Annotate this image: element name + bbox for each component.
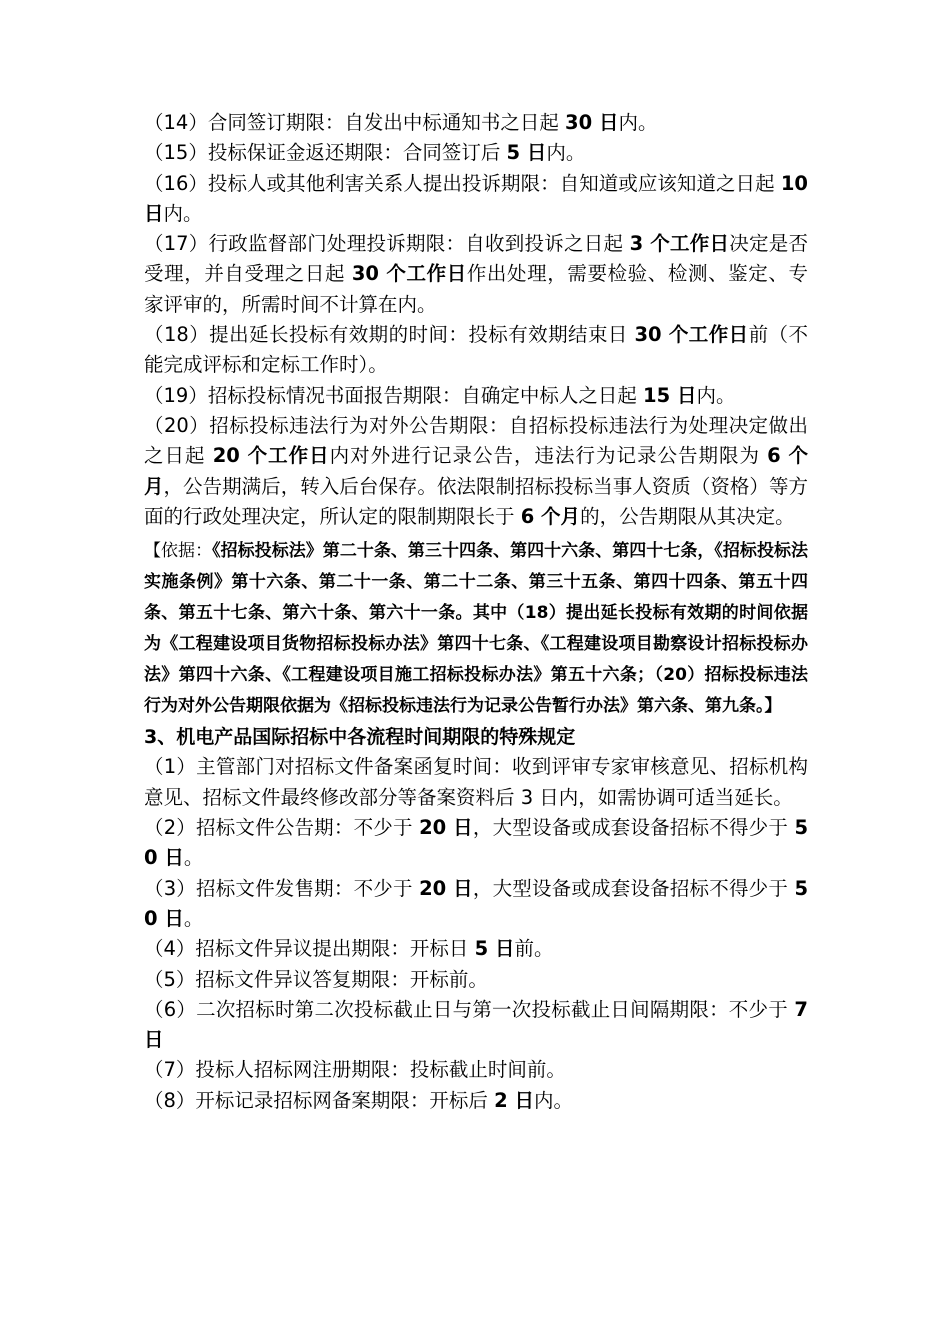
deadline-item bbox=[144, 1086, 808, 1116]
deadline-text: ，大型设备或成套设备招标不得少于 bbox=[472, 876, 795, 900]
deadline-text: 内。 bbox=[163, 201, 203, 225]
deadline-item bbox=[144, 381, 808, 411]
deadline-text: （18）提出延长投标有效期的时间：投标有效期结束日 bbox=[144, 323, 635, 347]
deadline-text: （20）招标投标违法行为对外公告期限：自招标投标违法行为处理决定做出之日起 bbox=[144, 413, 808, 468]
deadline-value: 6 个月 bbox=[144, 444, 809, 498]
section-heading: 3、机电产品国际招标中各流程时间期限的特殊规定 bbox=[144, 726, 576, 749]
deadline-value: 6 个月 bbox=[520, 504, 581, 528]
deadline-value: 5 日 bbox=[474, 937, 515, 961]
deadline-value: 15 日 bbox=[643, 383, 697, 407]
deadline-text: （16）投标人或其他利害关系人提出投诉期限：自知道或应该知道之日起 bbox=[144, 171, 781, 195]
deadline-item bbox=[144, 813, 808, 874]
deadline-value: 10 日 bbox=[144, 171, 808, 225]
deadline-item bbox=[144, 138, 808, 168]
document-page bbox=[144, 108, 808, 1116]
deadline-text: 前（不能完成评标和定标工作时）。 bbox=[144, 323, 808, 377]
deadline-text: （7）投标人招标网注册期限：投标截止时间前。 bbox=[144, 1058, 566, 1082]
deadline-value: 30 个工作日 bbox=[351, 262, 467, 286]
deadline-list-electromechanical bbox=[144, 752, 808, 1116]
legal-basis-lead: 【依据： bbox=[144, 541, 213, 562]
deadline-item bbox=[144, 320, 808, 381]
deadline-value: 30 日 bbox=[565, 111, 619, 134]
deadline-text: 内。 bbox=[696, 383, 736, 407]
deadline-value: 7 日 bbox=[144, 997, 808, 1052]
legal-basis-text: 《招标投标法》第二十条、第三十四条、第四十六条、第四十七条，《招标投标法实施条例》第十六条、第二十一条、第二十二条、第三十五条、第四十四条、第五十四条、第五十七条、第六十条、第六十一条。其中（18）提出延长投标有效期的时间依据为《工程建设项目货物招标投标办法》第四十七条、《工程建设项目勘察设计招标投标办法》第四十六条、《工程建设项目施工招标投标办法》第五十六条；（20）招标投标违法行为对外公告期限依据为《招标投标违法行为记录公告暂行办法》第六条、第九条。】 bbox=[144, 541, 809, 717]
legal-basis-note bbox=[144, 536, 808, 722]
deadline-text: （4）招标文件异议提出期限：开标日 bbox=[144, 937, 475, 961]
deadline-text: （3）招标文件发售期：不少于 bbox=[144, 876, 420, 900]
deadline-item bbox=[144, 752, 808, 813]
deadline-value: 5 日 bbox=[506, 141, 547, 165]
deadline-text: 内。 bbox=[618, 111, 658, 134]
deadline-list-general bbox=[144, 108, 808, 532]
deadline-value: 3 个工作日 bbox=[629, 232, 730, 256]
deadline-text: （14）合同签订期限：自发出中标通知书之日起 bbox=[144, 111, 566, 134]
deadline-item bbox=[144, 169, 808, 230]
deadline-value: 30 个工作日 bbox=[634, 323, 749, 347]
deadline-item bbox=[144, 411, 808, 532]
deadline-item bbox=[144, 934, 808, 964]
deadline-item bbox=[144, 965, 808, 995]
deadline-text: 决定是否受理，并自受理之日起 bbox=[144, 232, 808, 286]
deadline-text: （1）主管部门对招标文件备案函复时间：收到评审专家审核意见、招标机构意见、招标文件最终修改部分等备案资料后 3 日内，如需协调可适当延长。 bbox=[144, 755, 808, 809]
deadline-text: 内。 bbox=[546, 141, 586, 165]
deadline-text: 。 bbox=[183, 906, 204, 930]
deadline-value: 50 日 bbox=[144, 816, 809, 870]
deadline-text: （17）行政监督部门处理投诉期限：自收到投诉之日起 bbox=[144, 232, 630, 256]
deadline-text: 内。 bbox=[533, 1088, 573, 1112]
deadline-item bbox=[144, 874, 808, 935]
deadline-item bbox=[144, 108, 808, 138]
deadline-value: 2 日 bbox=[494, 1088, 534, 1112]
deadline-text: ，大型设备或成套设备招标不得少于 bbox=[472, 816, 795, 840]
deadline-text: ，公告期满后，转入后台保存。依法限制招标投标当事人资质（资格）等方面的行政处理决定，所认定的限制期限长于 bbox=[144, 474, 808, 528]
deadline-text: （6）二次招标时第二次投标截止日与第一次投标截止日间隔期限：不少于 bbox=[144, 997, 795, 1021]
deadline-text: 前。 bbox=[514, 937, 554, 961]
deadline-value: 20 个工作日 bbox=[212, 444, 330, 468]
deadline-text: （8）开标记录招标网备案期限：开标后 bbox=[144, 1088, 495, 1112]
deadline-text: （15）投标保证金返还期限：合同签订后 bbox=[144, 141, 507, 165]
deadline-text: 的，公告期限从其决定。 bbox=[580, 504, 795, 528]
deadline-value: 20 日 bbox=[419, 876, 473, 900]
deadline-value: 20 日 bbox=[419, 816, 473, 840]
deadline-item bbox=[144, 995, 808, 1056]
deadline-text: （5）招标文件异议答复期限：开标前。 bbox=[144, 967, 488, 991]
deadline-value: 50 日 bbox=[144, 876, 809, 930]
deadline-text: （2）招标文件公告期：不少于 bbox=[144, 816, 420, 840]
deadline-text: 作出处理，需要检验、检测、鉴定、专家评审的，所需时间不计算在内。 bbox=[144, 262, 808, 316]
deadline-text: 内对外进行记录公告，违法行为记录公告期限为 bbox=[329, 444, 768, 468]
deadline-item bbox=[144, 1055, 808, 1085]
deadline-item bbox=[144, 229, 808, 320]
deadline-text: （19）招标投标情况书面报告期限：自确定中标人之日起 bbox=[144, 383, 644, 407]
deadline-text: 。 bbox=[183, 846, 204, 870]
